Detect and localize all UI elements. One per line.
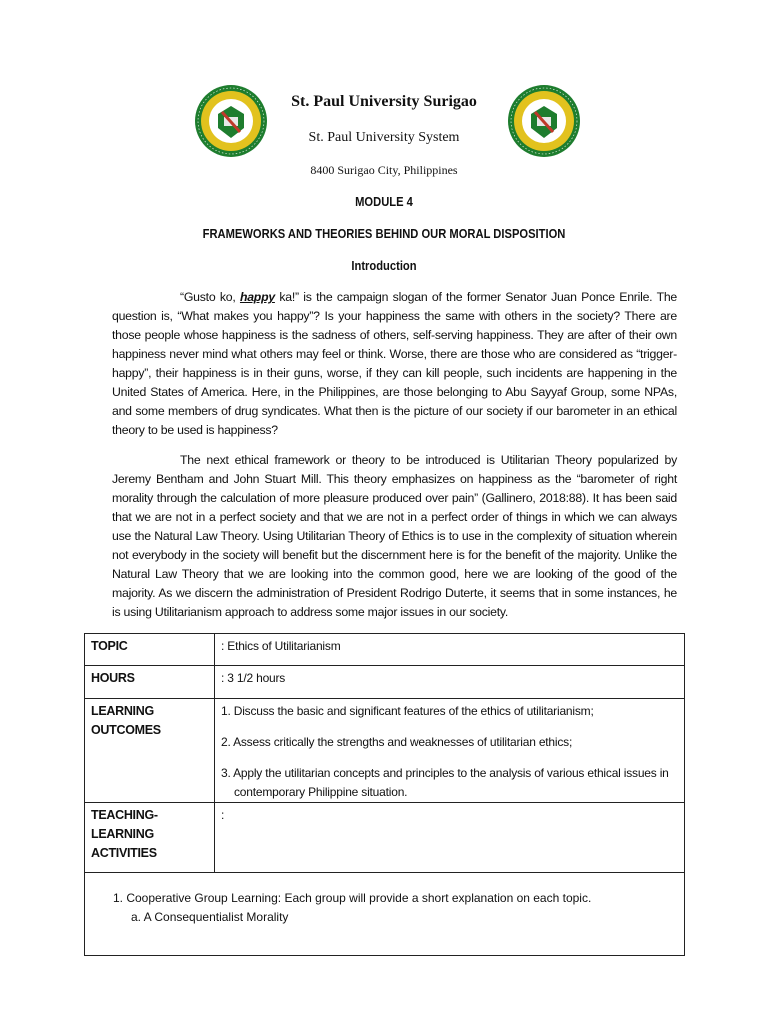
quote-open: “Gusto ko, [180, 290, 240, 304]
hours-label: HOURS [85, 666, 215, 699]
outcome-3-line-1: 3. Apply the utilitarian concepts and principles to the analysis of various ethical issues in [221, 766, 669, 780]
activities-label [85, 803, 215, 873]
table-row-activities [85, 803, 685, 873]
outcomes-label-line-1: LEARNING [91, 704, 154, 718]
module-title: FRAMEWORKS AND THEORIES BEHIND OUR MORAL DISPOSITION [202, 226, 566, 241]
outcome-3-line-2: contemporary Philippine situation. [234, 785, 408, 799]
paragraph-2-text: The next ethical framework or theory to be introduced is Utilitarian Theory popularized by Jeremy Bentham and John Stuart Mill. This theory emphasizes on happiness as the “barometer of right morality through the calculation of more pleasure produced over pain” (Gallinero, 2018:88). It has been said that we are not in a perfect society and that we are not in a perfect order of things in which we can always use the Natural Law Theory. Using Utilitarian Theory of Ethics is to use in the complexity of situation wherein not everybody in the society will benefit but the discernment here is for the benefit of the majority. Unlike the Natural Law Theory that we are looking into the common good, here we are looking of the good of the majority. As we discern the administration of President Rodrigo Duterte, it seems that in some instances, he is using Utilitarianism approach to address some major issues in our society. [112, 453, 677, 619]
module-number: MODULE 4 [355, 194, 413, 209]
activity-item-1a: a. A Consequentialist Morality [131, 910, 289, 924]
table-row-outcomes [85, 699, 685, 803]
activities-value: : [215, 803, 685, 873]
outcomes-label [85, 699, 215, 803]
outcomes-list [215, 699, 685, 803]
university-system: St. Paul University System [308, 130, 460, 145]
activity-item-1: 1. Cooperative Group Learning: Each group will provide a short explanation on each topic. [113, 891, 592, 905]
hours-value: : 3 1/2 hours [215, 666, 685, 699]
intro-paragraph-1 [112, 288, 677, 440]
topic-label: TOPIC [85, 634, 215, 666]
happy-word: happy [239, 290, 275, 304]
activities-label-line-3: ACTIVITIES [91, 846, 157, 860]
university-name: St. Paul University Surigao [291, 93, 477, 110]
module-info-table [84, 633, 685, 956]
table-row-topic [85, 634, 685, 666]
topic-value: : Ethics of Utilitarianism [215, 634, 685, 666]
outcome-item [221, 764, 684, 802]
intro-paragraph-2 [112, 451, 677, 622]
outcome-item: 1. Discuss the basic and significant features of the ethics of utilitarianism; [221, 704, 594, 718]
activity-list [85, 873, 685, 956]
activities-label-line-2: LEARNING [91, 827, 154, 841]
outcome-item: 2. Assess critically the strengths and weaknesses of utilitarian ethics; [221, 735, 573, 749]
section-heading: Introduction [351, 258, 417, 273]
outcomes-label-line-2: OUTCOMES [91, 723, 161, 737]
table-row-activity-list [85, 873, 685, 956]
table-row-hours [85, 666, 685, 699]
activities-label-line-1: TEACHING- [91, 808, 158, 822]
university-address: 8400 Surigao City, Philippines [310, 163, 458, 177]
paragraph-1-text: ka!” is the campaign slogan of the former Senator Juan Ponce Enrile. The question is, “What makes you happy”? Is your happiness the same with others in the society? There are those people whose happiness is the sadness of others, self-serving happiness. They are after of their own happiness never mind what others may feel or think. Worse, there are those who are considered as “trigger-happy”, their happiness is in their guns, worse, if they can kill people, such incidents are happening in the United States of America. Here, in the Philippines, are those belonging to Abu Sayyaf Group, some NPAs, and some members of drug syndicates. What then is the picture of our society if our barometer in an ethical theory to be used is happiness? [112, 290, 678, 437]
